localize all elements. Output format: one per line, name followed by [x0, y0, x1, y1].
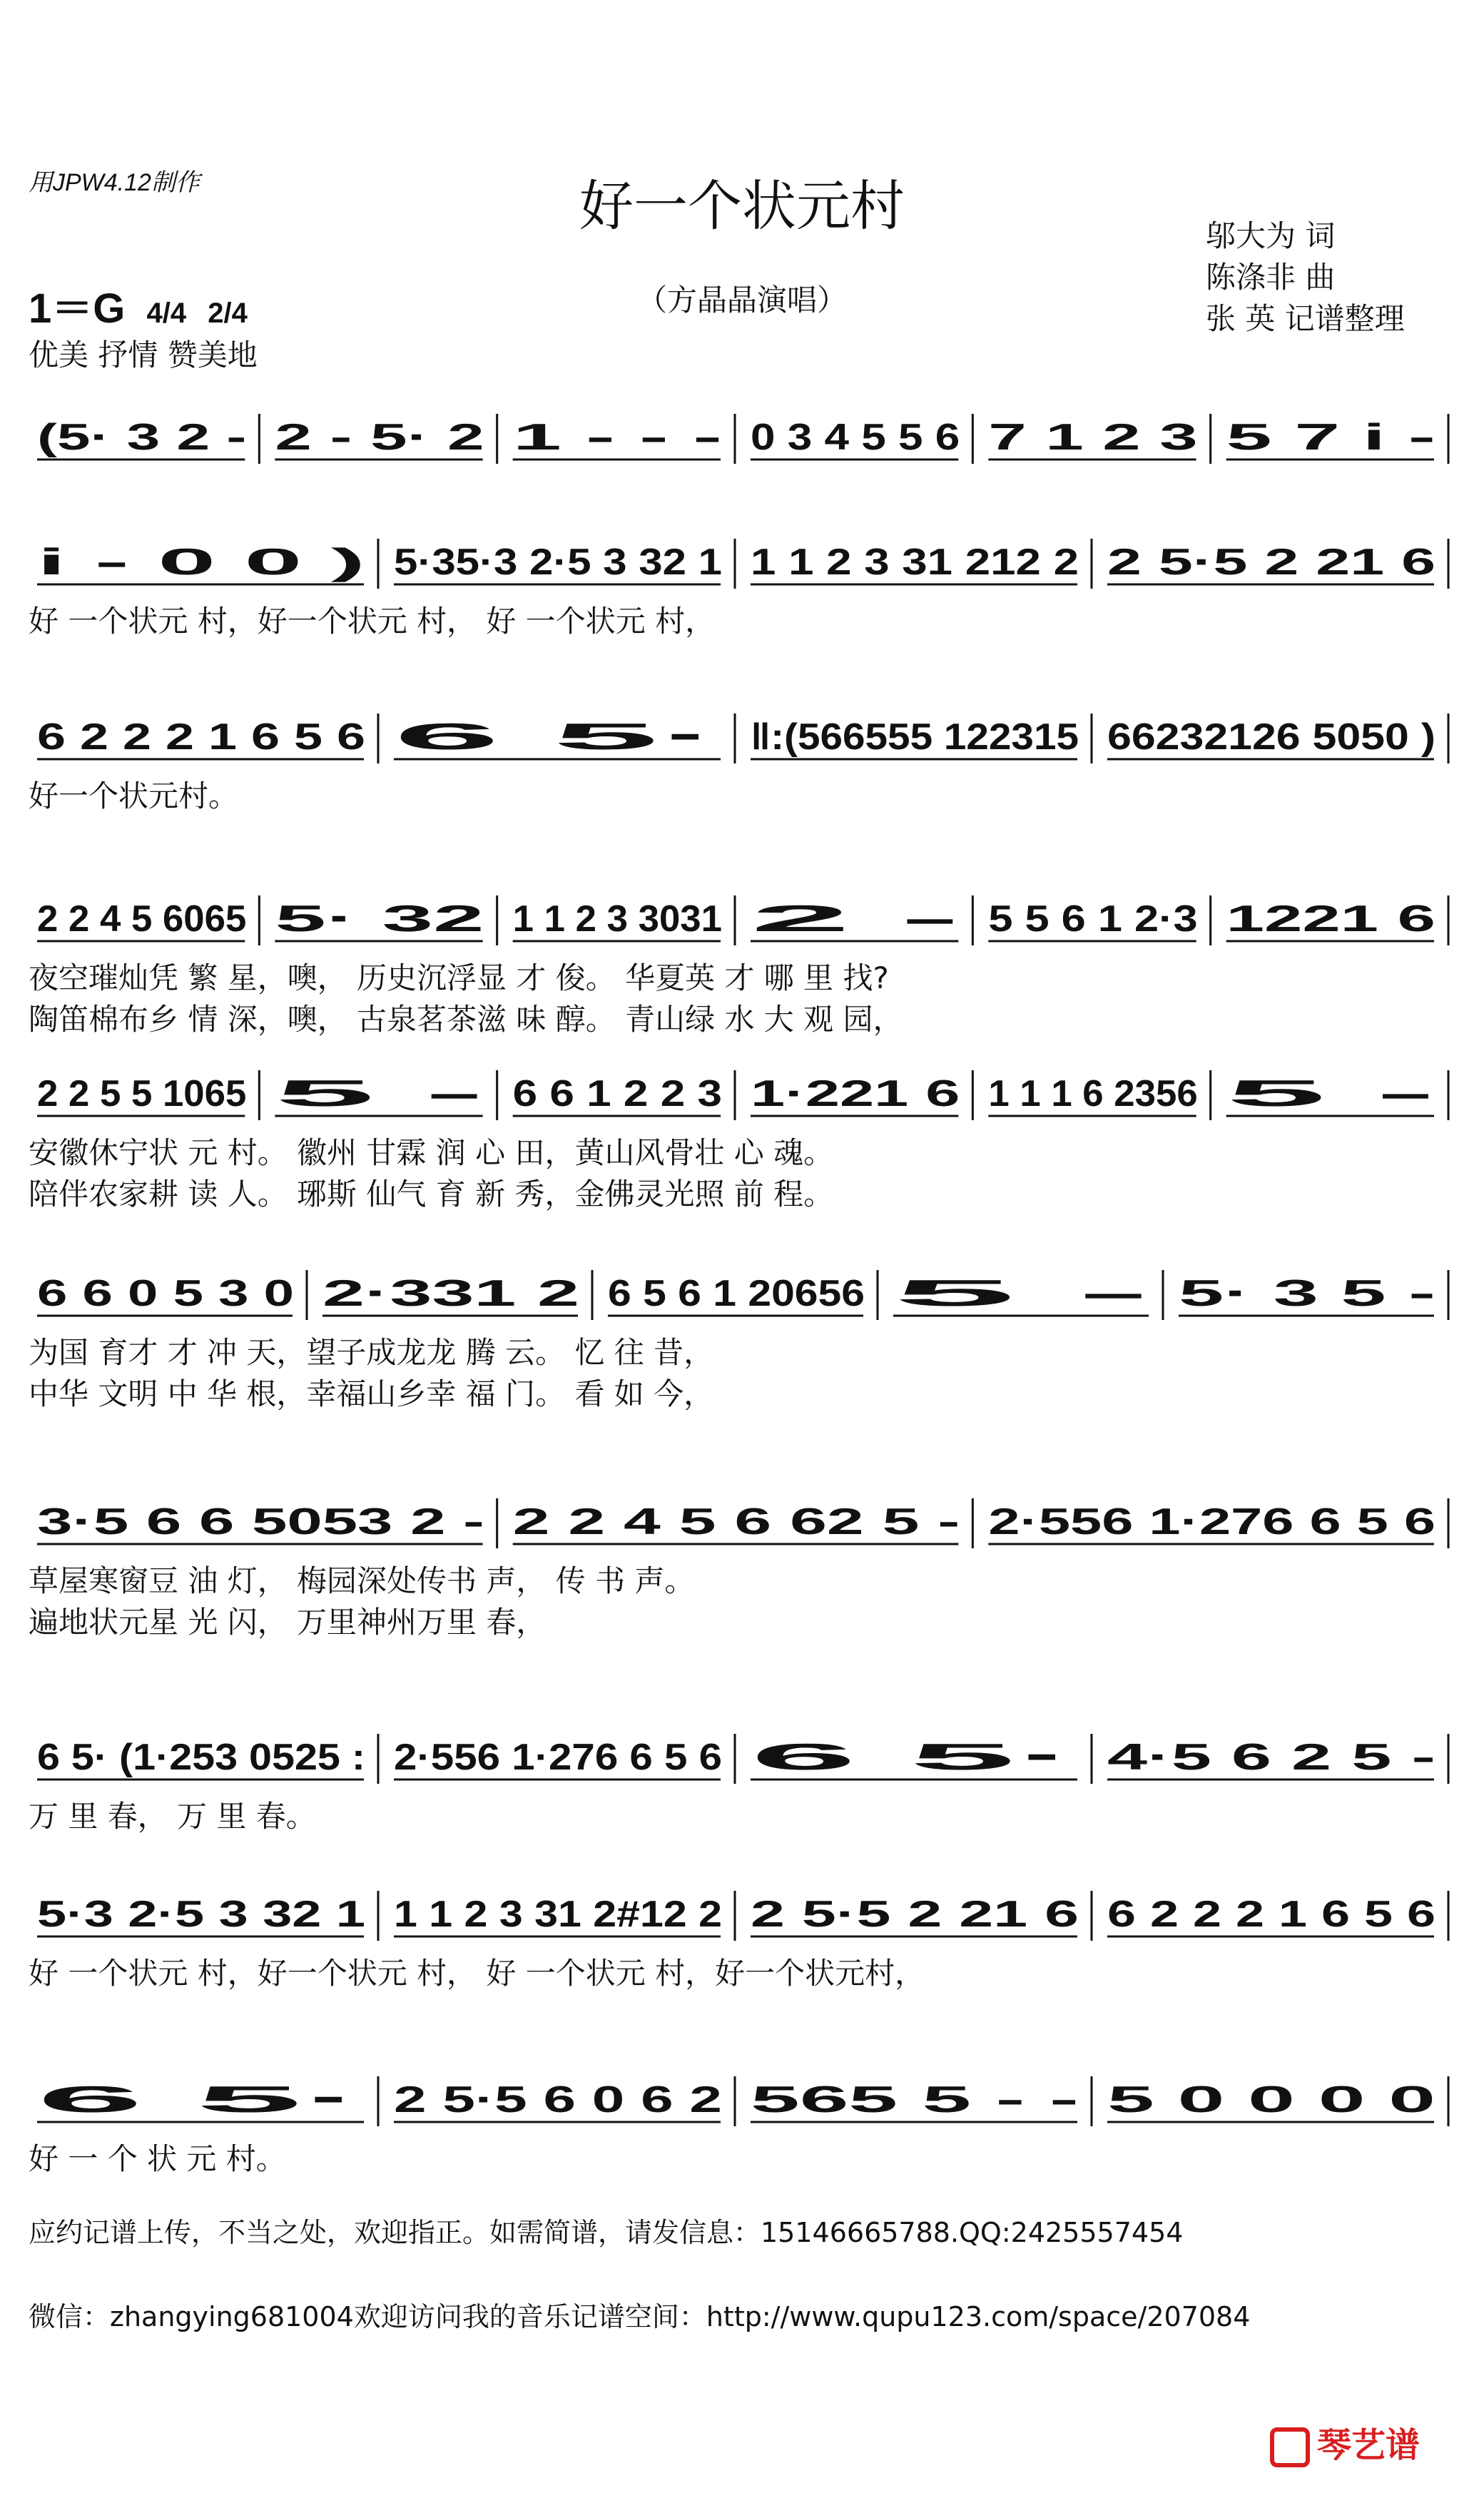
tempo-marking: 优美 抒情 赞美地: [29, 337, 258, 372]
score-system: [29, 1070, 1448, 1212]
measure-notes: 5 -: [275, 1073, 484, 1115]
time-signature-1: 4/4: [146, 298, 187, 329]
measure-notes: 4·5 6 2 5 -: [1107, 1737, 1435, 1778]
measure-notes: 5 -: [1226, 1073, 1435, 1115]
measure-notes: 5·35·3 2·5 3 32 1: [394, 542, 722, 583]
measure-notes: 2 2 4 5 6065: [37, 898, 247, 940]
score-system: [29, 1498, 1448, 1640]
score-system: [29, 539, 1448, 639]
time-signature-2: 2/4: [208, 298, 248, 329]
logo-text: 琴艺谱: [1317, 2425, 1421, 2465]
singer-note: （方晶晶演唱）: [636, 283, 847, 318]
measure-notes: 0 3 4 5 5 6: [751, 417, 960, 458]
measure-notes: 2 5·5 6 0 6 2: [394, 2079, 722, 2121]
footer-note: 应约记谱上传，不当之处，欢迎指正。如需简谱，请发信息：15146665788.QQ:2425557454: [29, 2217, 1184, 2248]
measure-notes: 1·221 6: [751, 1073, 960, 1115]
measure-notes: (5· 3 2 -: [37, 417, 247, 458]
measure-notes: 7 1 2 3: [988, 417, 1198, 458]
lyric-line: 好 一个状元 村，好一个状元 村， 好 一个状元 村，: [29, 604, 716, 639]
key-label: 1＝G: [29, 285, 126, 332]
measure-notes: 2 2 5 5 1065: [37, 1073, 247, 1115]
measure-notes: 1 1 1 6 2356: [988, 1073, 1198, 1115]
lyric-line: 安徽休宁状 元 村。 徽州 甘霖 润 心 田，黄山风骨壮 心 魂。: [29, 1135, 834, 1170]
lyric-line: 为国 育才 才 冲 天，望子成龙龙 腾 云。 忆 往 昔，: [29, 1335, 714, 1370]
measure-notes: 5· 32: [275, 898, 484, 940]
measure-notes: 1 1 2 3 3031: [512, 898, 722, 940]
measure-notes: 2 - 5· 2: [275, 417, 484, 458]
measure-notes: 2 5·5 2 21 6: [1107, 542, 1435, 583]
footer-contact: 微信：zhangying681004欢迎访问我的音乐记谱空间：http://www.qupu123.com/space/207084: [29, 2301, 1251, 2332]
measure-notes: 2·556 1·276 6 5 6: [988, 1501, 1435, 1543]
lyric-line: 草屋寒窗豆 油 灯， 梅园深处传书 声， 传 书 声。: [29, 1563, 695, 1598]
lyric-line: 中华 文明 中 华 根，幸福山乡幸 福 门。 看 如 今，: [29, 1376, 714, 1411]
measure-notes: 1 1 2 3 31 2#12 2: [394, 1894, 722, 1935]
logo-icon: [1270, 2427, 1310, 2467]
measure-notes: i - 0 0 ): [37, 542, 365, 583]
score-system: [29, 1734, 1448, 1834]
measure-notes: 5 7 i -: [1226, 417, 1435, 458]
software-credit: 用JPW4.12制作: [29, 169, 200, 196]
measure-notes: 2·556 1·276 6 5 6: [394, 1737, 722, 1778]
measure-notes: ‖:(566555 122315: [751, 716, 1079, 758]
measure-notes: 5 5 6 1 2·3: [988, 898, 1198, 940]
lyric-line: 好 一个状元 村，好一个状元 村， 好 一个状元 村，好一个状元村，: [29, 1956, 925, 1991]
measure-notes: 2·331 2: [322, 1273, 579, 1314]
measure-notes: 6 2 2 2 1 6 5 6: [37, 716, 365, 758]
score-system: [37, 414, 1448, 464]
lyric-line: 夜空璀灿凭 繁 星，噢， 历史沉浮显 才 俊。 华夏英 才 哪 里 找?: [29, 960, 889, 995]
measure-notes: 6 5·: [751, 1737, 1079, 1778]
measure-notes: 5·3 2·5 3 32 1: [37, 1894, 365, 1935]
arranger: 张 英 记谱整理: [1206, 301, 1405, 336]
measure-notes: 6 6 0 5 3 0: [37, 1273, 294, 1314]
measure-notes: 66232126 5050 ): [1107, 716, 1435, 758]
score-system: [29, 2076, 1448, 2176]
score-system: [29, 1270, 1448, 1411]
measure-notes: 1221 6: [1226, 898, 1435, 940]
measure-notes: 2 2 4 5 6 62 5 -: [512, 1501, 960, 1543]
lyric-line: 好一个状元村。: [29, 778, 239, 813]
score-system: [29, 895, 1448, 1037]
score-system: [29, 714, 1448, 813]
measure-notes: 5 -: [893, 1273, 1150, 1314]
lyricist: 邬大为 词: [1206, 218, 1336, 253]
lyric-line: 万 里 春， 万 里 春。: [29, 1799, 316, 1834]
measure-notes: 2 -: [751, 898, 960, 940]
measure-notes: 6 5· (1·253 0525 :: [37, 1737, 365, 1778]
measure-notes: 6 5 6 1 20656: [608, 1273, 865, 1314]
measure-notes: 565 5 - -: [751, 2079, 1079, 2121]
measure-notes: 1 1 2 3 31 212 2: [751, 542, 1079, 583]
composer: 陈涤非 曲: [1206, 260, 1336, 295]
measure-notes: 6 5·: [394, 716, 722, 758]
measure-notes: 6 6 1 2 2 3: [512, 1073, 722, 1115]
score-system: [29, 1891, 1448, 1991]
site-logo: [1270, 2417, 1420, 2467]
measure-notes: 1 - - -: [512, 417, 722, 458]
lyric-line: 遍地状元星 光 闪， 万里神州万里 春，: [29, 1605, 547, 1640]
measure-notes: 2 5·5 2 21 6: [751, 1894, 1079, 1935]
measure-notes: 6 5·: [37, 2079, 365, 2121]
lyric-line: 陶笛棉布乡 情 深，噢， 古泉茗茶滋 味 醇。 青山绿 水 大 观 园，: [29, 1002, 903, 1037]
measure-notes: 5· 3 5 -: [1179, 1273, 1435, 1314]
lyric-line: 好 一 个 状 元 村。: [29, 2141, 286, 2176]
lyric-line: 陪伴农家耕 读 人。 琊斯 仙气 育 新 秀，金佛灵光照 前 程。: [29, 1177, 834, 1212]
measure-notes: 6 2 2 2 1 6 5 6: [1107, 1894, 1435, 1935]
song-title: 好一个状元村: [579, 174, 905, 238]
measure-notes: 5 0 0 0 0: [1107, 2079, 1435, 2121]
measure-notes: 3·5 6 6 5053 2 -: [37, 1501, 484, 1543]
